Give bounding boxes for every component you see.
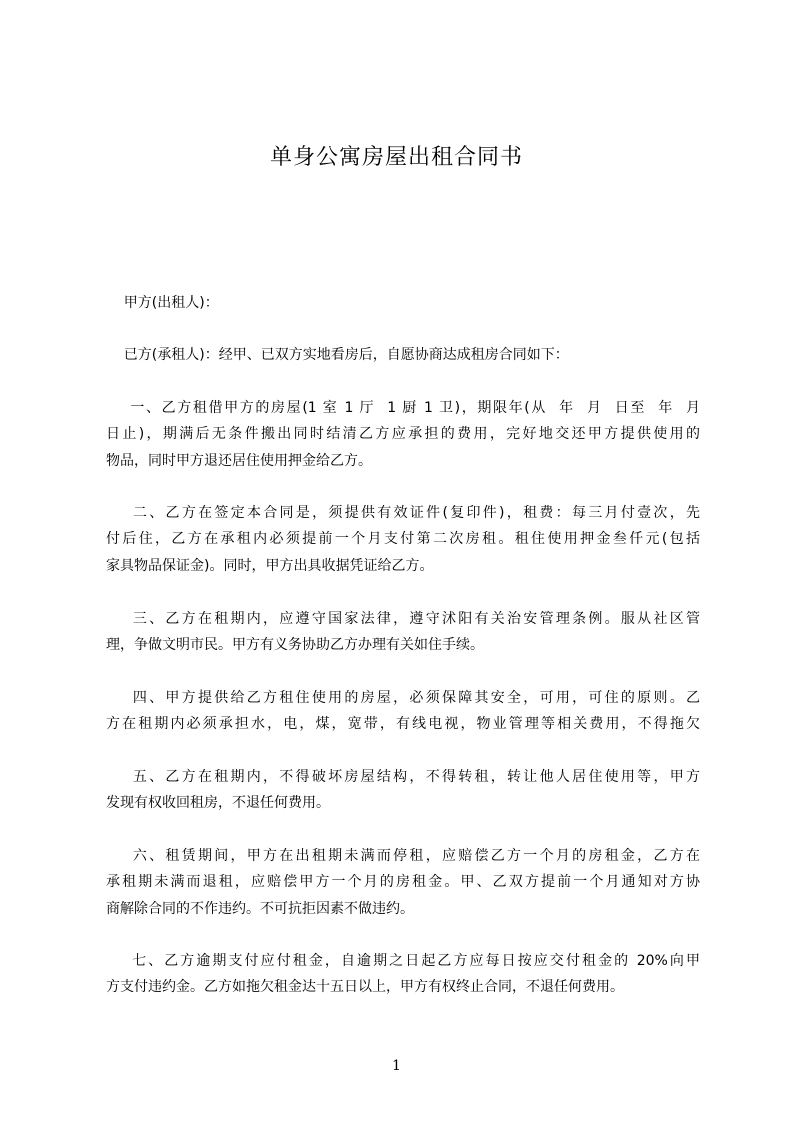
clause-7-line-2: 方支付违约金。乙方如拖欠租金达十五日以上，甲方有权终止合同，不退任何费用。 — [106, 979, 624, 995]
party-a-line: 甲方(出租人)： — [106, 295, 219, 311]
clause-5-line-2: 发现有权收回租房，不退任何费用。 — [106, 795, 330, 811]
clause-2-line-1: 二、乙方在签定本合同是，须提供有效证件(复印件)，租费：每三月付壹次，先 — [106, 505, 700, 521]
clause-1-line-2: 日止)，期满后无条件搬出同时结清乙方应承担的费用，完好地交还甲方提供使用的 — [106, 426, 700, 442]
party-b-line: 已方(承租人)：经甲、已双方实地看房后，自愿协商达成租房合同如下： — [106, 347, 569, 363]
clause-2-line-3: 家具物品保证金)。同时，甲方出具收据凭证给乙方。 — [106, 558, 434, 574]
clause-6-line-2: 承租期未满而退租，应赔偿甲方一个月的房租金。甲、乙双方提前一个月通知对方协 — [106, 874, 700, 890]
clause-4-line-1: 四、甲方提供给乙方租住使用的房屋，必须保障其安全，可用，可住的原则。乙 — [106, 690, 700, 706]
clause-1-line-3: 物品，同时甲方退还居住使用押金给乙方。 — [106, 453, 372, 469]
clause-7-line-1: 七、乙方逾期支付应付租金，自逾期之日起乙方应每日按应交付租金的 20%向甲 — [106, 953, 700, 969]
clause-5-line-1: 五、乙方在租期内，不得破坏房屋结构，不得转租，转让他人居住使用等，甲方 — [106, 769, 700, 785]
clause-4-line-2: 方在租期内必须承担水，电，煤，宽带，有线电视，物业管理等相关费用，不得拖欠 — [106, 716, 700, 732]
document-title: 单身公寓房屋出租合同书 — [269, 145, 523, 170]
clause-3-line-2: 理，争做文明市民。甲方有义务协助乙方办理有关如住手续。 — [106, 637, 484, 653]
clause-6-line-3: 商解除合同的不作违约。不可抗拒因素不做违约。 — [106, 901, 414, 917]
clause-3-line-1: 三、乙方在租期内，应遵守国家法律，遵守沭阳有关治安管理条例。服从社区管 — [106, 611, 700, 627]
clause-6-line-1: 六、租赁期间，甲方在出租期未满而停租，应赔偿乙方一个月的房租金，乙方在 — [106, 848, 700, 864]
clause-1-line-1: 一、乙方租借甲方的房屋(1 室 1 厅 1 厨 1 卫)，期限年(从 年 月 日至 年 月 — [106, 400, 700, 416]
clause-2-line-2: 付后住，乙方在承租内必须提前一个月支付第二次房租。租住使用押金叁仟元(包括 — [106, 531, 700, 547]
page-number: 1 — [392, 1058, 401, 1074]
